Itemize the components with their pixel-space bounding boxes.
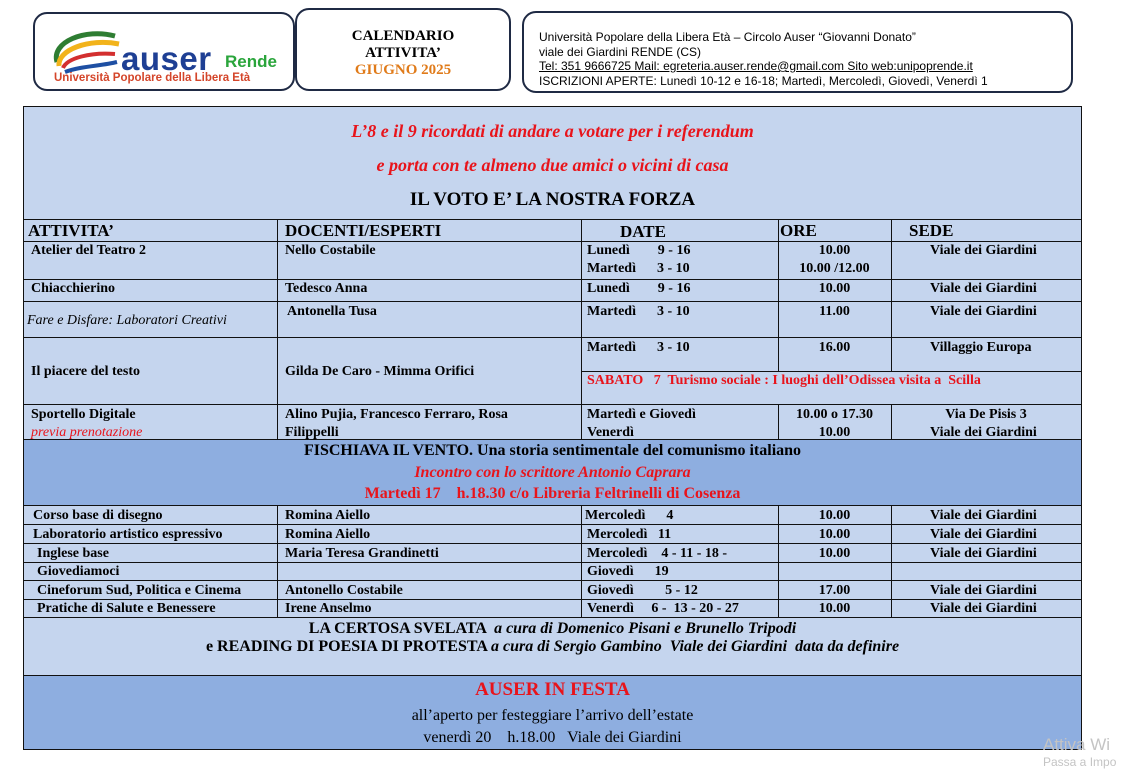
t2-row3-activity: Inglese base bbox=[37, 546, 109, 561]
event2-line1 bbox=[23, 620, 1082, 638]
contact-box bbox=[522, 11, 1073, 93]
contact-line2: viale dei Giardini RENDE (CS) bbox=[539, 44, 702, 59]
row4-teacher: Gilda De Caro - Mimma Orifici bbox=[285, 364, 475, 379]
row5-date-a: Martedì e Giovedì bbox=[587, 407, 696, 422]
t2-row4-activity: Giovediamoci bbox=[37, 564, 120, 579]
contact-line3[interactable]: Tel: 351 9666725 Mail: egreteria.auser.rende@gmail.com Sito web:unipoprende.it bbox=[539, 59, 973, 73]
t2-row1-teacher: Romina Aiello bbox=[285, 508, 371, 523]
t2-row1-hours: 10.00 bbox=[818, 508, 851, 523]
t2-row1-place: Viale dei Giardini bbox=[930, 508, 1037, 523]
row3-activity: Fare e Disfare: Laboratori Creativi bbox=[27, 313, 227, 328]
t2-row3-date: Mercoledì 4 - 11 - 18 - bbox=[587, 546, 728, 561]
title-line1: CALENDARIO bbox=[351, 28, 455, 44]
watermark-line1: Attiva Wi bbox=[1043, 735, 1111, 754]
t2-row1-date: Mercoledì 4 bbox=[585, 508, 674, 523]
t2-row2-activity: Laboratorio artistico espressivo bbox=[33, 527, 223, 542]
festa-line1: all’aperto per festeggiare l’arrivo dell’estate bbox=[411, 707, 694, 724]
header-teacher: DOCENTI/ESPERTI bbox=[285, 221, 442, 240]
row4-date: Martedì 3 - 10 bbox=[587, 340, 690, 355]
t2-row2-place: Viale dei Giardini bbox=[930, 527, 1037, 542]
header-hours: ORE bbox=[780, 221, 817, 240]
t2-row6-place: Viale dei Giardini bbox=[930, 601, 1037, 616]
row5-place-b: Viale dei Giardini bbox=[930, 425, 1037, 439]
row2-date: Lunedì 9 - 16 bbox=[587, 281, 691, 296]
t2-row5-hours: 17.00 bbox=[818, 583, 851, 598]
row5-teacher2: Filippelli bbox=[285, 425, 339, 439]
t2-row1-activity: Corso base di disegno bbox=[33, 508, 163, 523]
event2-curators2: di Sergio Gambino Viale dei Giardini data da definire bbox=[533, 638, 900, 655]
header-activity: ATTIVITA’ bbox=[28, 221, 114, 240]
title-box bbox=[295, 8, 511, 91]
t2-row5-teacher: Antonello Costabile bbox=[285, 583, 403, 598]
t2-row3-teacher: Maria Teresa Grandinetti bbox=[285, 546, 439, 561]
t2-row2-date: Mercoledì 11 bbox=[587, 527, 672, 542]
event2-certosa: LA CERTOSA SVELATA bbox=[308, 620, 491, 637]
row5-hours-b: 10.00 bbox=[818, 425, 851, 439]
row5-activity: Sportello Digitale bbox=[31, 407, 136, 422]
row5-date-b: Venerdì bbox=[587, 425, 634, 439]
header-place: SEDE bbox=[909, 221, 954, 240]
row3-teacher: Antonella Tusa bbox=[287, 304, 377, 319]
festa-line2: venerdì 20 h.18.00 Viale dei Giardini bbox=[423, 729, 682, 746]
contact-line1: Università Popolare della Libera Età – Circolo Auser “Giovanni Donato” bbox=[539, 30, 916, 44]
t2-row6-hours: 10.00 bbox=[818, 601, 851, 616]
row1-teacher: Nello Costabile bbox=[285, 243, 376, 258]
activation-watermark bbox=[1043, 735, 1123, 769]
t2-row5-date: Giovedì 5 - 12 bbox=[587, 583, 698, 598]
row2-activity: Chiacchierino bbox=[31, 281, 115, 296]
t2-row2-hours: 10.00 bbox=[818, 527, 851, 542]
row3-date: Martedì 3 - 10 bbox=[587, 304, 690, 319]
t2-row2-teacher: Romina Aiello bbox=[285, 527, 371, 542]
festa-title: AUSER IN FESTA bbox=[475, 679, 630, 700]
row2-hours: 10.00 bbox=[818, 281, 851, 296]
row1-date-b: Martedì 3 - 10 bbox=[587, 261, 690, 276]
notice-line1: L’8 e il 9 ricordati di andare a votare per i referendum bbox=[351, 121, 754, 141]
watermark-line2: Passa a Impo bbox=[1043, 755, 1117, 769]
event2-reading: e READING DI POESIA DI PROTESTA bbox=[205, 638, 492, 655]
row5-note: previa prenotazione bbox=[31, 425, 143, 440]
row2-place: Viale dei Giardini bbox=[930, 281, 1037, 296]
t2-row6-activity: Pratiche di Salute e Benessere bbox=[37, 601, 216, 616]
event2-curators1: di Domenico Pisani e Brunello Tripodi bbox=[536, 620, 797, 637]
row1-activity: Atelier del Teatro 2 bbox=[31, 243, 146, 258]
logo-city: Rende bbox=[225, 52, 277, 71]
row3-hours: 11.00 bbox=[819, 304, 850, 319]
logo-subtitle: Università Popolare della Libera Età bbox=[54, 72, 251, 84]
title-line2: ATTIVITA’ bbox=[365, 45, 441, 61]
t2-row3-hours: 10.00 bbox=[818, 546, 851, 561]
t2-row6-date: Venerdì 6 - 13 - 20 - 27 bbox=[587, 601, 739, 616]
event2-cura2: a cura bbox=[491, 638, 534, 655]
notice-line2: e porta con te almeno due amici o vicini di casa bbox=[376, 155, 729, 175]
row1-place: Viale dei Giardini bbox=[930, 243, 1037, 258]
t2-row5-activity: Cineforum Sud, Politica e Cinema bbox=[37, 583, 242, 598]
row4-hours: 16.00 bbox=[818, 340, 851, 355]
contact-line4: ISCRIZIONI APERTE: Lunedì 10-12 e 16-18; Martedì, Mercoledì, Giovedì, Venerdì 1 bbox=[539, 73, 988, 88]
row2-teacher: Tedesco Anna bbox=[285, 281, 368, 296]
event2-line2 bbox=[23, 638, 1082, 656]
event1-subtitle: Incontro con lo scrittore Antonio Caprara bbox=[414, 464, 691, 481]
logo-box bbox=[33, 12, 295, 91]
t2-row5-place: Viale dei Giardini bbox=[930, 583, 1037, 598]
row4-activity: Il piacere del testo bbox=[31, 364, 140, 379]
row5-place-a: Via De Pisis 3 bbox=[945, 407, 1027, 422]
logo-brand: auser bbox=[121, 40, 212, 77]
t2-row4-date: Giovedì 19 bbox=[587, 564, 669, 579]
row1-hours-a: 10.00 bbox=[818, 243, 851, 258]
header-date: DATE bbox=[620, 222, 666, 241]
event2-cura1: a cura bbox=[490, 620, 537, 637]
event1-when: Martedì 17 h.18.30 c/o Libreria Feltrinelli di Cosenza bbox=[364, 485, 741, 502]
saturday-trip: SABATO 7 Turismo sociale : I luoghi dell’Odissea visita a Scilla bbox=[587, 373, 981, 388]
event1-title: FISCHIAVA IL VENTO. Una storia sentimentale del comunismo italiano bbox=[303, 442, 802, 459]
notice-headline: IL VOTO E’ LA NOSTRA FORZA bbox=[409, 189, 696, 210]
row5-teacher: Alino Pujia, Francesco Ferraro, Rosa bbox=[285, 407, 508, 422]
row5-hours-a: 10.00 o 17.30 bbox=[796, 407, 873, 422]
row3-place: Viale dei Giardini bbox=[930, 304, 1037, 319]
title-month: GIUGNO 2025 bbox=[354, 62, 452, 78]
t2-row3-place: Viale dei Giardini bbox=[930, 546, 1037, 561]
row1-hours-b: 10.00 /12.00 bbox=[799, 261, 870, 276]
row1-date-a: Lunedì 9 - 16 bbox=[587, 243, 691, 258]
row4-place: Villaggio Europa bbox=[930, 340, 1032, 355]
t2-row6-teacher: Irene Anselmo bbox=[285, 601, 372, 616]
